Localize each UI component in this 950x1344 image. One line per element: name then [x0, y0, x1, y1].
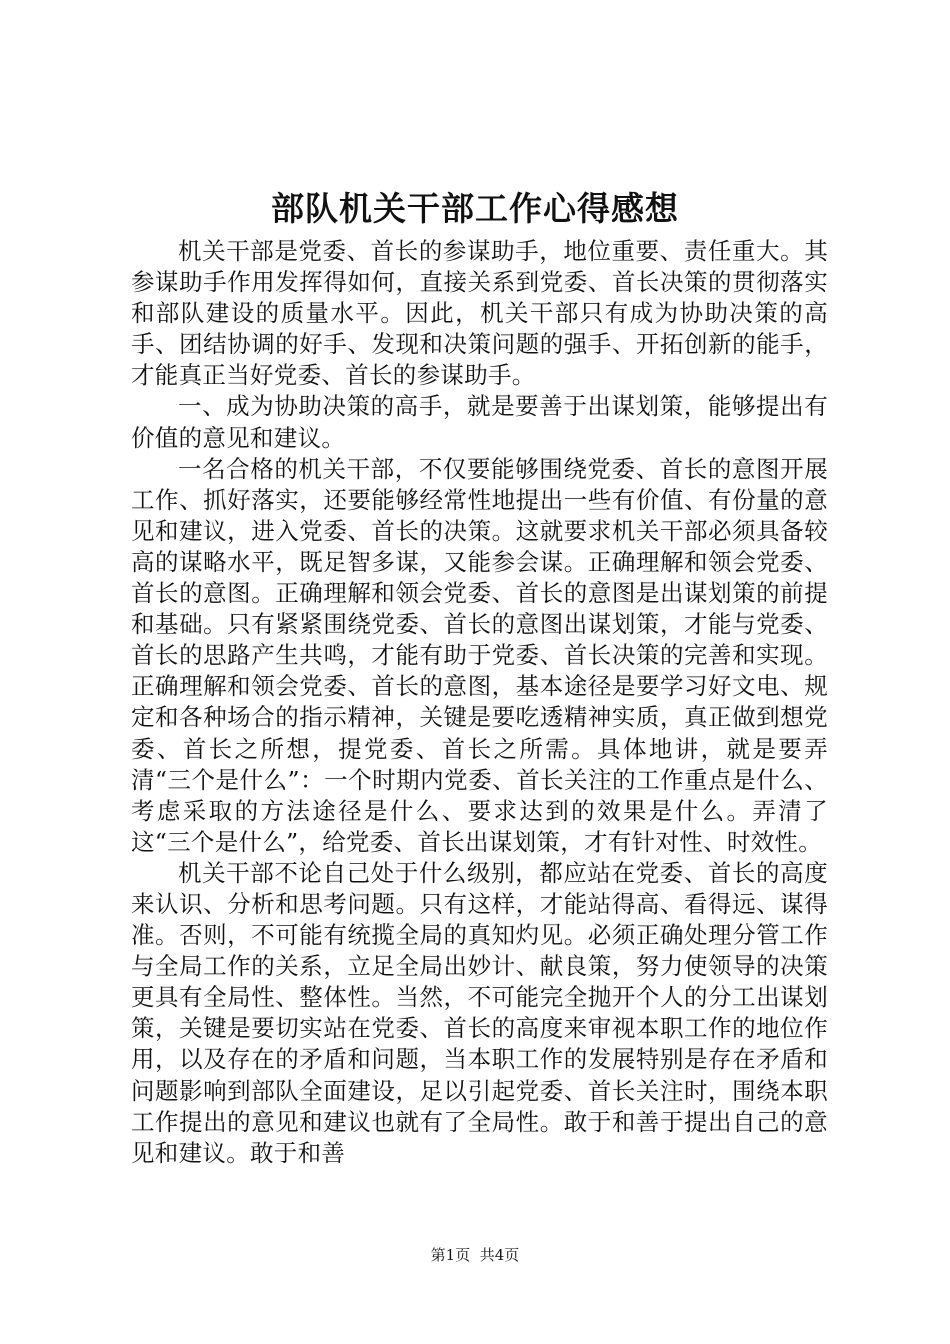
paragraph-main: 一名合格的机关干部，不仅要能够围绕党委、首长的意图开展工作、抓好落实，还要能够经常性地提出一些有价值、有份量的意见和建议，进入党委、首长的决策。这就要求机关干部必须具备较高的谋略水平，既足智多谋，又能参会谋。正确理解和领会党委、首长的意图。正确理解和领会党委、首长的意图是出谋划策的前提和基础。只有紧紧围绕党委、首长的意图出谋划策，才能与党委、首长的思路产生共鸣，才能有助于党委、首长决策的完善和实现。正确理解和领会党委、首长的意图，基本途径是要学习好文电、规定和各种场合的指示精神，关键是要吃透精神实质，真正做到想党委、首长之所想，提党委、首长之所需。具体地讲，就是要弄清“三个是什么”：一个时期内党委、首长关注的工作重点是什么、考虑采取的方法途径是什么、要求达到的效果是什么。弄清了这“三个是什么”，给党委、首长出谋划策，才有针对性、时效性。: [131, 454, 828, 856]
paragraph-global-view: 机关干部不论自己处于什么级别，都应站在党委、首长的高度来认识、分析和思考问题。只有这样，才能站得高、看得远、谋得准。否则，不可能有统揽全局的真知灼见。必须正确处理分管工作与全局工作的关系，立足全局出妙计、献良策，努力使领导的决策更具有全局性、整体性。当然，不可能完全抛开个人的分工出谋划策，关键是要切实站在党委、首长的高度来审视本职工作的地位作用，以及存在的矛盾和问题，当本职工作的发展特别是存在矛盾和问题影响到部队全面建设，足以引起党委、首长关注时，围绕本职工作提出的意见和建议也就有了全局性。敢于和善于提出自己的意见和建议。敢于和善: [131, 858, 828, 1167]
page-footer: [0, 1244, 950, 1266]
paragraph-section-heading: 一、成为协助决策的高手，就是要善于出谋划策，能够提出有价值的意见和建议。: [131, 392, 828, 452]
page-number: 第1页: [430, 1246, 471, 1264]
document-title: 部队机关干部工作心得感想: [271, 189, 679, 228]
paragraph-intro: 机关干部是党委、首长的参谋助手，地位重要、责任重大。其参谋助手作用发挥得如何，直接关系到党委、首长决策的贯彻落实和部队建设的质量水平。因此，机关干部只有成为协助决策的高手、团结协调的好手、发现和决策问题的强手、开拓创新的能手，才能真正当好党委、首长的参谋助手。: [131, 237, 828, 390]
footer-separator: [470, 1246, 480, 1264]
page-total: 共4页: [479, 1246, 520, 1264]
document-body: [131, 236, 828, 1169]
